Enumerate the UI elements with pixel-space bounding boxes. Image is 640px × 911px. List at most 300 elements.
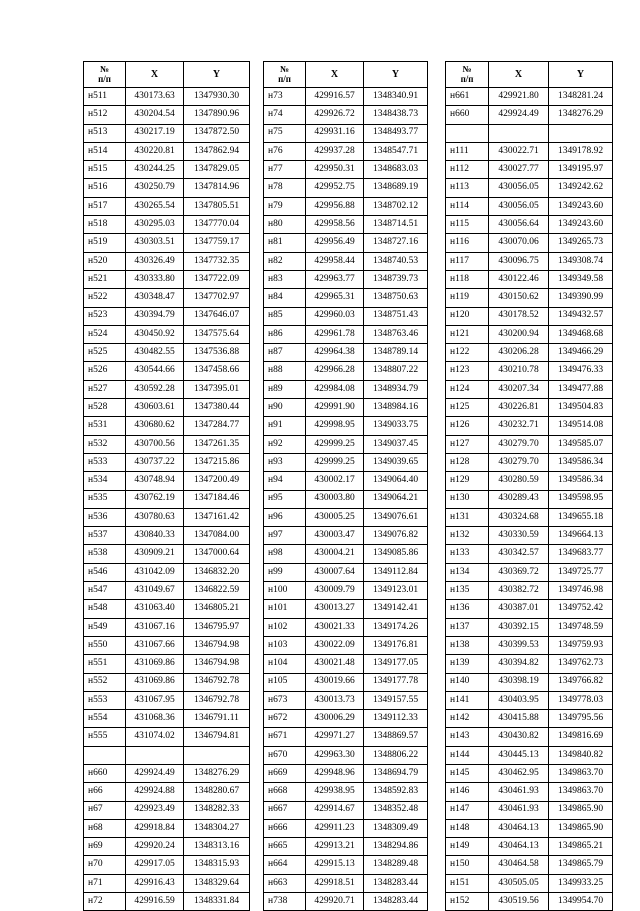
point-number: н130 [446,490,489,508]
point-number: н738 [264,893,306,911]
table-row [446,655,613,673]
table-row [446,508,613,526]
point-number: н144 [446,746,489,764]
x-value: 429984.08 [306,380,364,398]
y-value: 1349586.34 [549,472,613,490]
point-number: н537 [84,527,126,545]
table-row [446,307,613,325]
point-number: н145 [446,764,489,782]
point-number: н143 [446,728,489,746]
point-number: н660 [84,764,126,782]
y-value: 1348309.49 [364,819,428,837]
x-value: 430464.58 [489,856,549,874]
y-value: 1348280.67 [184,783,250,801]
table-row [264,655,428,673]
y-value: 1348331.84 [184,893,250,911]
point-number: н552 [84,673,126,691]
point-number: н673 [264,691,306,709]
table-row [264,819,428,837]
y-value: 1349037.45 [364,435,428,453]
table-row [446,600,613,618]
table-row [84,472,250,490]
point-number: н77 [264,161,306,179]
point-number: н555 [84,728,126,746]
table-row [84,124,250,142]
table-row [446,380,613,398]
y-value: 1348592.83 [364,783,428,801]
x-value: 430303.51 [126,234,184,252]
table-row [264,527,428,545]
table-row [84,856,250,874]
table-row [264,563,428,581]
x-value: 430482.55 [126,344,184,362]
table-row [84,527,250,545]
x-value: 431069.86 [126,655,184,673]
point-number: н71 [84,874,126,892]
x-value: 429920.24 [126,838,184,856]
table-row [84,88,250,106]
point-number: н66 [84,783,126,801]
table-row [446,618,613,636]
x-value: 430280.59 [489,472,549,490]
y-value: 1349865.90 [549,801,613,819]
y-value: 1347284.77 [184,417,250,435]
point-number: н511 [84,88,126,106]
x-value: 431074.02 [126,728,184,746]
x-value: 429966.28 [306,362,364,380]
point-number: н69 [84,838,126,856]
x-value: 430022.71 [489,142,549,160]
x-value: 430232.71 [489,417,549,435]
y-value: 1349762.73 [549,655,613,673]
table-row [84,216,250,234]
table-row [446,490,613,508]
y-value: 1348739.73 [364,270,428,288]
column-header-y: Y [549,62,613,88]
point-number: н90 [264,399,306,417]
point-number: н524 [84,325,126,343]
x-value: 430279.70 [489,435,549,453]
point-number: н661 [446,88,489,106]
table-row [264,161,428,179]
point-number: н531 [84,417,126,435]
point-number: н528 [84,399,126,417]
point-number: н94 [264,472,306,490]
y-value: 1346832.20 [184,563,250,581]
y-value: 1348438.73 [364,106,428,124]
y-value [184,746,250,764]
x-value: 429918.51 [306,874,364,892]
y-value: 1349759.93 [549,636,613,654]
x-value: 430680.62 [126,417,184,435]
y-value: 1349504.83 [549,399,613,417]
point-number: н113 [446,179,489,197]
point-number: н117 [446,252,489,270]
y-value: 1346822.59 [184,582,250,600]
y-value: 1349840.82 [549,746,613,764]
y-value: 1349112.84 [364,563,428,581]
point-number: н668 [264,783,306,801]
y-value: 1347805.51 [184,197,250,215]
x-value: 430013.73 [306,691,364,709]
y-value: 1349655.18 [549,508,613,526]
x-value: 429999.25 [306,453,364,471]
x-value: 430387.01 [489,600,549,618]
x-value: 429915.13 [306,856,364,874]
y-value: 1348283.44 [364,893,428,911]
y-value: 1349683.77 [549,545,613,563]
x-value: 430207.34 [489,380,549,398]
table-row [446,435,613,453]
point-number: н525 [84,344,126,362]
point-number: н133 [446,545,489,563]
table-row [446,362,613,380]
point-number: н515 [84,161,126,179]
table-row [264,88,428,106]
x-value: 430006.29 [306,710,364,728]
x-value: 430265.54 [126,197,184,215]
point-number: н520 [84,252,126,270]
y-value: 1348289.48 [364,856,428,874]
y-value: 1349085.86 [364,545,428,563]
table-row [84,435,250,453]
point-number: н671 [264,728,306,746]
table-row [264,801,428,819]
point-number: н142 [446,710,489,728]
y-value: 1348547.71 [364,142,428,160]
table-row [446,197,613,215]
point-number: н129 [446,472,489,490]
table-row [264,874,428,892]
table-row [84,252,250,270]
y-value: 1347732.35 [184,252,250,270]
x-value: 430003.47 [306,527,364,545]
table-row [84,655,250,673]
y-value: 1347862.94 [184,142,250,160]
y-value: 1349195.97 [549,161,613,179]
x-value: 429917.05 [126,856,184,874]
table-row [264,435,428,453]
table-row [446,325,613,343]
y-value: 1348276.29 [184,764,250,782]
table-row [446,399,613,417]
table-row [446,270,613,288]
x-value: 429999.25 [306,435,364,453]
point-number: н136 [446,600,489,618]
table-row [84,893,250,911]
table-row [446,216,613,234]
coordinates-table-2 [263,61,428,911]
table-row [264,893,428,911]
table-row [264,124,428,142]
point-number: н134 [446,563,489,581]
x-value: 430700.56 [126,435,184,453]
y-value: 1349157.55 [364,691,428,709]
y-value: 1349265.73 [549,234,613,252]
y-value: 1349514.08 [549,417,613,435]
point-number: н101 [264,600,306,618]
table-row [264,344,428,362]
x-value: 430007.64 [306,563,364,581]
point-number: н535 [84,490,126,508]
table-row [264,270,428,288]
header-row [84,62,250,88]
table-row [264,710,428,728]
y-value: 1349432.57 [549,307,613,325]
point-number: н551 [84,655,126,673]
x-value: 430096.75 [489,252,549,270]
table-row [446,819,613,837]
point-number: н516 [84,179,126,197]
table-row [446,344,613,362]
point-number: н127 [446,435,489,453]
point-number: н151 [446,874,489,892]
table-row [84,838,250,856]
table-row [84,325,250,343]
point-number: н97 [264,527,306,545]
table-row [84,618,250,636]
x-value: 430348.47 [126,289,184,307]
table-row [446,124,613,142]
table-row [446,417,613,435]
table-row [264,490,428,508]
table-row [84,508,250,526]
y-value: 1349585.07 [549,435,613,453]
table-row [84,783,250,801]
table-row [446,874,613,892]
table-row [446,179,613,197]
table-row [446,88,613,106]
table-row [84,417,250,435]
x-value: 429924.49 [126,764,184,782]
y-value: 1349795.56 [549,710,613,728]
table-row [264,838,428,856]
x-value: 429956.88 [306,197,364,215]
y-value: 1348869.57 [364,728,428,746]
y-value: 1349933.25 [549,874,613,892]
y-value: 1347536.88 [184,344,250,362]
table-row [264,399,428,417]
y-value: 1347890.96 [184,106,250,124]
table-row [264,600,428,618]
y-value: 1347000.64 [184,545,250,563]
table-row [264,252,428,270]
x-value: 430450.92 [126,325,184,343]
y-value: 1348984.16 [364,399,428,417]
column-header-number: № п/п [264,62,306,88]
column-header-x: X [306,62,364,88]
coordinates-table-1 [83,61,250,911]
x-value: 430295.03 [126,216,184,234]
x-value: 430226.81 [489,399,549,417]
x-value: 430200.94 [489,325,549,343]
y-value: 1349863.70 [549,783,613,801]
header-row [446,62,613,88]
table-row [84,380,250,398]
point-number: н68 [84,819,126,837]
x-value: 431067.95 [126,691,184,709]
x-value: 430210.78 [489,362,549,380]
point-number: н111 [446,142,489,160]
y-value: 1348352.48 [364,801,428,819]
table-row [264,289,428,307]
table-row [446,783,613,801]
table-row [264,362,428,380]
table-row [446,746,613,764]
x-value: 430445.13 [489,746,549,764]
table-row [446,563,613,581]
table-row [84,600,250,618]
y-value: 1349176.81 [364,636,428,654]
point-number: н125 [446,399,489,417]
y-value: 1347829.05 [184,161,250,179]
table-row [446,582,613,600]
x-value: 430430.82 [489,728,549,746]
point-number: н93 [264,453,306,471]
x-value: 429971.27 [306,728,364,746]
point-number: н660 [446,106,489,124]
point-number: н120 [446,307,489,325]
y-value: 1347215.86 [184,453,250,471]
x-value: 429958.56 [306,216,364,234]
y-value: 1347395.01 [184,380,250,398]
x-value: 430122.46 [489,270,549,288]
table-row [84,362,250,380]
x-value: 430019.66 [306,673,364,691]
point-number: н76 [264,142,306,160]
point-number: н126 [446,417,489,435]
y-value: 1348740.53 [364,252,428,270]
y-value: 1349177.05 [364,655,428,673]
x-value: 430392.15 [489,618,549,636]
table-row [264,380,428,398]
x-value: 430178.52 [489,307,549,325]
point-number: н112 [446,161,489,179]
table-row [446,673,613,691]
point-number: н98 [264,545,306,563]
point-number: н92 [264,435,306,453]
table-row [84,234,250,252]
y-value: 1349349.58 [549,270,613,288]
x-value: 430204.54 [126,106,184,124]
point-number: н67 [84,801,126,819]
point-number [446,124,489,142]
point-number: н102 [264,618,306,636]
point-number: н137 [446,618,489,636]
point-number: н83 [264,270,306,288]
y-value: 1347575.64 [184,325,250,343]
table-row [264,673,428,691]
x-value: 429998.95 [306,417,364,435]
point-number: н148 [446,819,489,837]
y-value: 1349863.70 [549,764,613,782]
table-row [84,673,250,691]
x-value: 430279.70 [489,453,549,471]
y-value: 1347770.04 [184,216,250,234]
y-value: 1349865.79 [549,856,613,874]
x-value: 429914.67 [306,801,364,819]
x-value: 430909.21 [126,545,184,563]
y-value: 1348714.51 [364,216,428,234]
point-number: н100 [264,582,306,600]
x-value: 429931.16 [306,124,364,142]
point-number: н121 [446,325,489,343]
x-value: 430027.77 [489,161,549,179]
y-value: 1348694.79 [364,764,428,782]
y-value: 1349468.68 [549,325,613,343]
y-value: 1349123.01 [364,582,428,600]
table-row [446,893,613,911]
point-number: н519 [84,234,126,252]
x-value: 429938.95 [306,783,364,801]
point-number: н667 [264,801,306,819]
x-value: 429913.21 [306,838,364,856]
point-number: н548 [84,600,126,618]
column-header-x: X [126,62,184,88]
table-row [264,142,428,160]
point-number: н87 [264,344,306,362]
x-value: 430382.72 [489,582,549,600]
x-value: 430217.19 [126,124,184,142]
y-value: 1347184.46 [184,490,250,508]
y-value: 1348282.33 [184,801,250,819]
x-value [489,124,549,142]
x-value: 430369.72 [489,563,549,581]
y-value: 1349308.74 [549,252,613,270]
column-header-y: Y [184,62,250,88]
y-value: 1347458.66 [184,362,250,380]
y-value: 1349390.99 [549,289,613,307]
y-value: 1346794.98 [184,636,250,654]
table-row [446,856,613,874]
y-value: 1347872.50 [184,124,250,142]
table-row [446,764,613,782]
table-row [84,874,250,892]
table-row [84,691,250,709]
x-value: 429965.31 [306,289,364,307]
point-number: н538 [84,545,126,563]
table-row [264,691,428,709]
y-value: 1348807.22 [364,362,428,380]
table-row [84,563,250,581]
table-row [264,453,428,471]
point-number: н554 [84,710,126,728]
table-row [264,746,428,764]
table-row [84,728,250,746]
table-row [446,453,613,471]
table-row [264,783,428,801]
y-value: 1349142.41 [364,600,428,618]
x-value: 430840.33 [126,527,184,545]
point-number: н517 [84,197,126,215]
y-value: 1349242.62 [549,179,613,197]
table-row [446,472,613,490]
table-row [446,289,613,307]
x-value: 430013.27 [306,600,364,618]
x-value: 430464.13 [489,838,549,856]
table-row [264,417,428,435]
table-row [264,325,428,343]
x-value: 430394.82 [489,655,549,673]
point-number: н146 [446,783,489,801]
table-row [84,545,250,563]
y-value: 1348315.93 [184,856,250,874]
y-value: 1346794.98 [184,655,250,673]
y-value: 1349598.95 [549,490,613,508]
table-row [264,728,428,746]
x-value: 429916.57 [306,88,364,106]
point-number: н150 [446,856,489,874]
